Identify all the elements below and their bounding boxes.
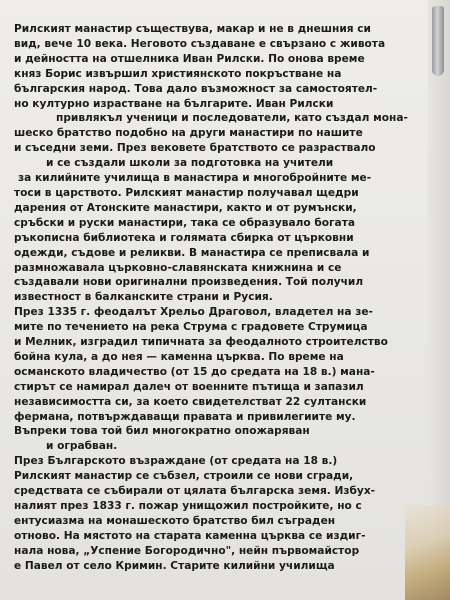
text-line: Рилският манастир се събзел, строили се нови сгради, [14, 470, 354, 483]
text-line: отново. На мястото на старата каменна църква се издиг- [14, 529, 366, 542]
text-line: княз Борис извършил християнското покръстване на [14, 67, 342, 80]
text-line: тоси в царството. Рилският манастир получавал щедри [14, 186, 359, 199]
text-line: независимостта си, за което свидетелстват 22 султански [14, 395, 367, 408]
text-line: средствата се събирали от цялата българска земя. Избух- [14, 485, 376, 498]
text-line: През Българското възраждане (от средата на 18 в.) [14, 455, 338, 468]
text-line: за килийните училища в манастира и многобройните ме- [18, 172, 372, 185]
text-line: размножавала църковно-славянската книжнина и се [14, 261, 342, 274]
text-line: е Павел от село Кримин. Старите килийни училища [14, 559, 335, 572]
text-line: одежди, съдове и реликви. В манастира се преписвала и [14, 246, 370, 259]
text-line: и съседни земи. През вековете братството се разраствало [14, 142, 376, 155]
text-line: ентусиазма на монашеското братство бил съграден [14, 514, 336, 527]
text-line: и Мелник, изградил типичната за феодалното строителство [14, 336, 388, 349]
text-line: Рилският манастир съществува, макар и не в днешния си [14, 23, 371, 35]
text-line: но културно израстване на българите. Иван Рилски [14, 97, 334, 110]
text-line: фермана, потвърждаващи правата и привилегиите му. [14, 410, 356, 423]
text-line: бойна кула, а до нея — каменна църква. По време на [14, 350, 344, 363]
text-line: сръбски и руски манастири, така се образувало богата [14, 216, 355, 229]
text-line: известност в балканските страни и Русия. [14, 291, 273, 304]
text-line: създавали нови оригинални произведения. Той получил [14, 276, 364, 289]
pen-image [432, 6, 444, 76]
text-line: мите по течението на река Струма с градовете Струмица [14, 321, 368, 334]
text-line: През 1335 г. феодалът Хрельо Драговол, владетел на зе- [14, 306, 373, 319]
text-line: нала нова, „Успение Богородично", нейн първомайстор [14, 544, 360, 557]
text-line: вид, вече 10 века. Неговото създаване е свързано с живота [14, 37, 386, 50]
text-line: и ограбван. [46, 440, 118, 453]
body-text [14, 22, 424, 574]
text-line: привлякъл ученици и последователи, като създал мона- [56, 112, 408, 125]
text-line: шеско братство подобно на други манастири по нашите [14, 127, 363, 140]
text-line: ръкописна библиотека и голямата сбирка от църковни [14, 231, 354, 244]
text-line: Въпреки това той бил многократно опожаряван [14, 425, 310, 438]
text-line: българския народ. Това дало възможност за самостоятел- [14, 82, 378, 95]
text-line: и дейността на отшелника Иван Рилски. По онова време [14, 52, 365, 65]
text-line: стирът се намирал далеч от военните пътища и запазил [14, 380, 364, 393]
text-line: дарения от Атонските манастири, както и от румънски, [14, 201, 357, 214]
text-line: османското владичество (от 15 до средата на 18 в.) мана- [14, 365, 375, 378]
text-line: и се създали школи за подготовка на учители [46, 157, 334, 170]
text-line: налият през 1833 г. пожар унищожил постройките, но с [14, 500, 362, 512]
